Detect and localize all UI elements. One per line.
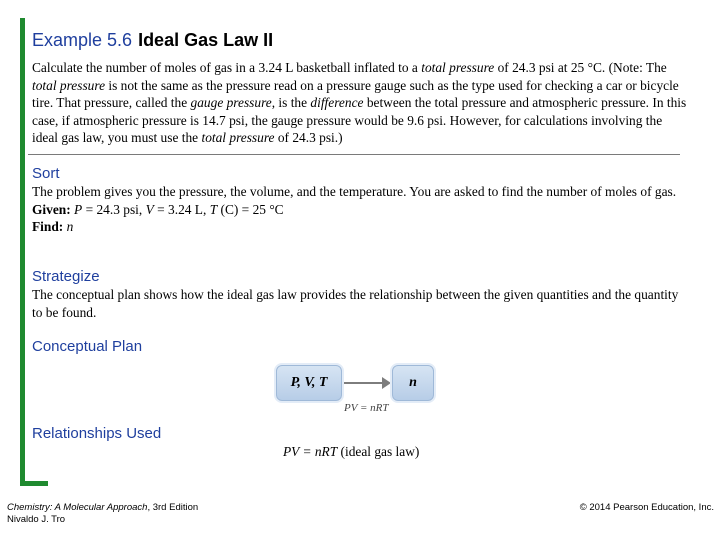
var-p: P [74, 201, 83, 217]
given-label: Given: [32, 201, 71, 217]
intro-text: of 24.3 psi at 25 °C. (Note: The [494, 60, 667, 75]
var-v: V [145, 201, 154, 217]
plan-arrow [344, 382, 384, 384]
accent-bar-horizontal [20, 481, 48, 486]
sort-text: The problem gives you the pressure, the volume, and the temperature. You are asked to find the number of moles of gas. [32, 184, 677, 199]
footer-author: Nivaldo J. Tro [7, 514, 66, 525]
var-n: n [66, 219, 74, 235]
plan-to-box: n [392, 365, 434, 401]
footer-edition: , 3rd Edition [147, 502, 199, 513]
intro-text: of 24.3 psi.) [274, 130, 343, 146]
footer-citation [7, 502, 198, 526]
footer-copyright: © 2014 Pearson Education, Inc. [579, 502, 714, 513]
given-value: (C) = 25 °C [217, 201, 284, 217]
sort-section [32, 183, 682, 236]
section-divider [28, 154, 680, 155]
strategize-heading: Strategize [32, 268, 100, 285]
given-value: = 24.3 psi, [82, 201, 146, 217]
plan-from-box: P, V, T [276, 365, 342, 401]
relationship-formula [283, 444, 419, 460]
given-line [32, 201, 682, 219]
formula-equation: PV = nRT [283, 444, 338, 459]
var-t: T [209, 201, 218, 217]
given-value: = 3.24 L, [153, 201, 210, 217]
footer-book-title: Chemistry: A Molecular Approach [7, 502, 148, 513]
intro-text: Calculate the number of moles of gas in a 3.24 L basketball inflated to a [32, 60, 422, 75]
sort-heading: Sort [32, 165, 60, 182]
example-title [32, 30, 273, 51]
intro-text: is not the same as the pressure read on a pressure gauge such as the type used for checking a car or bicycle tire. That pressure, called the [32, 77, 679, 111]
accent-bar-vertical [20, 18, 25, 486]
intro-emphasis: difference [310, 95, 364, 111]
conceptual-plan-heading: Conceptual Plan [32, 338, 143, 355]
find-line [32, 218, 682, 236]
intro-text: , is the [271, 95, 311, 111]
strategize-text: The conceptual plan shows how the ideal gas law provides the relationship between the given quantities and the quantity to be found. [32, 287, 679, 320]
plan-arrow-head [382, 377, 391, 389]
example-heading: Ideal Gas Law II [138, 30, 274, 50]
intro-emphasis: total pressure [201, 130, 275, 146]
relationships-heading: Relationships Used [32, 425, 162, 442]
problem-statement [32, 59, 688, 147]
intro-emphasis: total pressure [32, 77, 106, 93]
conceptual-plan-diagram [276, 364, 436, 416]
find-label: Find: [32, 219, 64, 235]
intro-text: between the total pressure and atmospheric pressure. In this case, if atmospheric pressure is 14.7 psi, the gauge pressure would be 9.6 psi. However, for calculations involving the ideal gas law, you must use the [32, 95, 687, 146]
plan-caption: PV = nRT [344, 402, 389, 414]
intro-emphasis: gauge pressure [190, 95, 272, 111]
formula-note: (ideal gas law) [337, 444, 420, 459]
intro-emphasis: total pressure [421, 60, 495, 75]
example-number: Example 5.6 [32, 30, 133, 50]
